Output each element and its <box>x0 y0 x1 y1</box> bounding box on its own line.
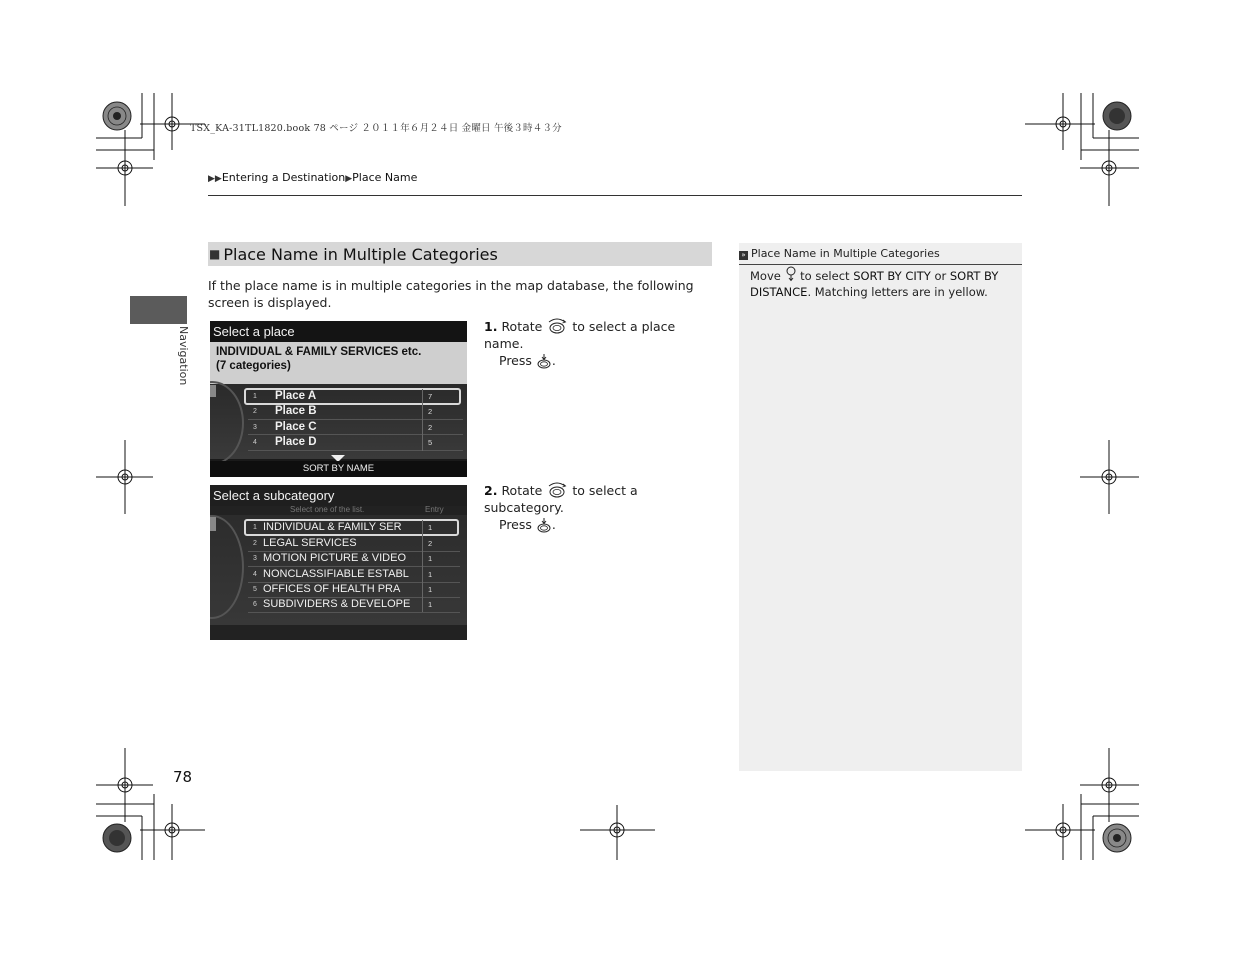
side-note-header <box>739 243 1022 265</box>
breadcrumb-item-place-name[interactable]: Place Name <box>352 171 418 184</box>
row-number: 3 <box>253 424 257 431</box>
row-number: 1 <box>253 393 257 400</box>
screen2-entry-label: Entry <box>425 505 444 514</box>
row-count: 2 <box>428 539 433 548</box>
screen1-info-line1: INDIVIDUAL & FAMILY SERVICES etc. <box>216 346 422 358</box>
row-count: 5 <box>428 438 433 447</box>
triangle-right-icon: ▶ <box>345 174 353 184</box>
option-sort-by-distance: SORT BY DISTANCE <box>750 269 999 299</box>
screen2-subtitle: Select one of the list. <box>290 505 365 514</box>
row-divider <box>248 450 463 451</box>
list-item[interactable] <box>248 420 463 435</box>
row-number: 1 <box>253 524 257 531</box>
side-note-or: or <box>934 269 947 283</box>
screen-select-subcategory <box>210 485 467 640</box>
rotate-knob-icon <box>546 317 568 335</box>
double-chevron-icon: » <box>739 251 748 260</box>
print-filename-line: TSX_KA-31TL1820.book 78 ページ ２０１１年６月２４日 金曜日 午後３時４３分 <box>190 123 562 134</box>
triangle-right-icon: ▶▶ <box>208 174 222 184</box>
side-note-to-select: to select <box>800 269 850 283</box>
scrollbar-thumb[interactable] <box>210 517 216 531</box>
step-2: 2. Rotate to select a subcategory. Press . <box>484 483 638 532</box>
breadcrumb <box>208 171 417 184</box>
row-label: Place A <box>275 390 317 402</box>
list-item[interactable] <box>248 520 460 535</box>
list-item[interactable] <box>248 582 460 597</box>
row-divider <box>248 597 460 598</box>
row-count: 2 <box>428 407 433 416</box>
row-label: Place D <box>275 436 317 448</box>
row-label: MOTION PICTURE & VIDEO <box>263 552 407 564</box>
header-rule <box>208 195 1022 196</box>
sort-by-name-button[interactable]: SORT BY NAME <box>210 461 467 477</box>
row-divider <box>248 566 460 567</box>
row-number: 3 <box>253 555 257 562</box>
list-item[interactable] <box>248 551 460 566</box>
screen2-title: Select a subcategory <box>210 485 467 506</box>
filled-square-icon: ■ <box>209 247 221 261</box>
row-number: 2 <box>253 408 257 415</box>
side-note-body <box>750 266 1012 300</box>
row-label: LEGAL SERVICES <box>263 537 357 549</box>
list-item[interactable] <box>248 536 460 551</box>
row-count: 1 <box>428 585 433 594</box>
breadcrumb-item-entering-destination[interactable]: Entering a Destination <box>221 171 346 184</box>
press-knob-icon <box>536 517 552 533</box>
row-label: INDIVIDUAL & FAMILY SER <box>263 521 402 533</box>
section-intro: If the place name is in multiple categories in the map database, the following screen is displayed. <box>208 278 694 310</box>
row-count: 1 <box>428 600 433 609</box>
row-label: OFFICES OF HEALTH PRA <box>263 583 401 595</box>
side-note-tail: . Matching letters are in yellow. <box>807 285 988 299</box>
row-number: 4 <box>253 571 257 578</box>
row-label: SUBDIVIDERS & DEVELOPE <box>263 598 411 610</box>
step-press-text: Press <box>499 353 532 368</box>
press-knob-icon <box>536 353 552 369</box>
count-column-divider <box>422 520 423 612</box>
step-text-post: to select a subcategory. <box>484 483 638 515</box>
option-sort-by-city: SORT BY CITY <box>853 269 931 283</box>
row-label: Place C <box>275 421 317 433</box>
row-number: 6 <box>253 601 257 608</box>
step-text-pre: Rotate <box>501 483 543 498</box>
step-press-text: Press <box>499 517 532 532</box>
list-item[interactable] <box>248 389 463 404</box>
screen1-title: Select a place <box>210 321 467 342</box>
side-note-move: Move <box>750 269 781 283</box>
section-title-bar <box>208 242 712 266</box>
row-divider <box>248 434 463 435</box>
list-item[interactable] <box>248 597 460 612</box>
row-divider <box>248 612 460 613</box>
chapter-tab-label: Navigation <box>177 326 190 386</box>
list-item[interactable] <box>248 567 460 582</box>
row-count: 7 <box>428 392 433 401</box>
row-divider <box>248 419 463 420</box>
side-note-title: Place Name in Multiple Categories <box>751 247 940 260</box>
row-label: Place B <box>275 405 317 417</box>
count-column-divider <box>422 389 423 451</box>
list-item[interactable] <box>248 435 463 450</box>
row-number: 4 <box>253 439 257 446</box>
row-number: 5 <box>253 586 257 593</box>
row-number: 2 <box>253 540 257 547</box>
row-count: 1 <box>428 570 433 579</box>
row-count: 1 <box>428 554 433 563</box>
step-1: 1. Rotate to select a place name. Press . <box>484 319 676 368</box>
move-knob-icon <box>785 266 797 282</box>
step-text-pre: Rotate <box>501 319 543 334</box>
page-number: 78 <box>173 768 193 786</box>
row-count: 1 <box>428 523 433 532</box>
step-text-post: to select a place name. <box>484 319 676 351</box>
side-note-panel <box>739 243 1022 771</box>
list-item[interactable] <box>248 404 463 419</box>
row-divider <box>248 551 460 552</box>
row-label: NONCLASSIFIABLE ESTABL <box>263 568 409 580</box>
row-divider <box>248 582 460 583</box>
step-number: 1. <box>484 319 498 334</box>
row-count: 2 <box>428 423 433 432</box>
screen1-info-line2: (7 categories) <box>216 360 291 372</box>
rotate-knob-icon <box>546 481 568 499</box>
step-number: 2. <box>484 483 498 498</box>
screen-select-place <box>210 321 467 477</box>
chapter-tab <box>130 296 187 324</box>
scrollbar-thumb[interactable] <box>210 385 216 397</box>
section-title: Place Name in Multiple Categories <box>223 244 498 264</box>
